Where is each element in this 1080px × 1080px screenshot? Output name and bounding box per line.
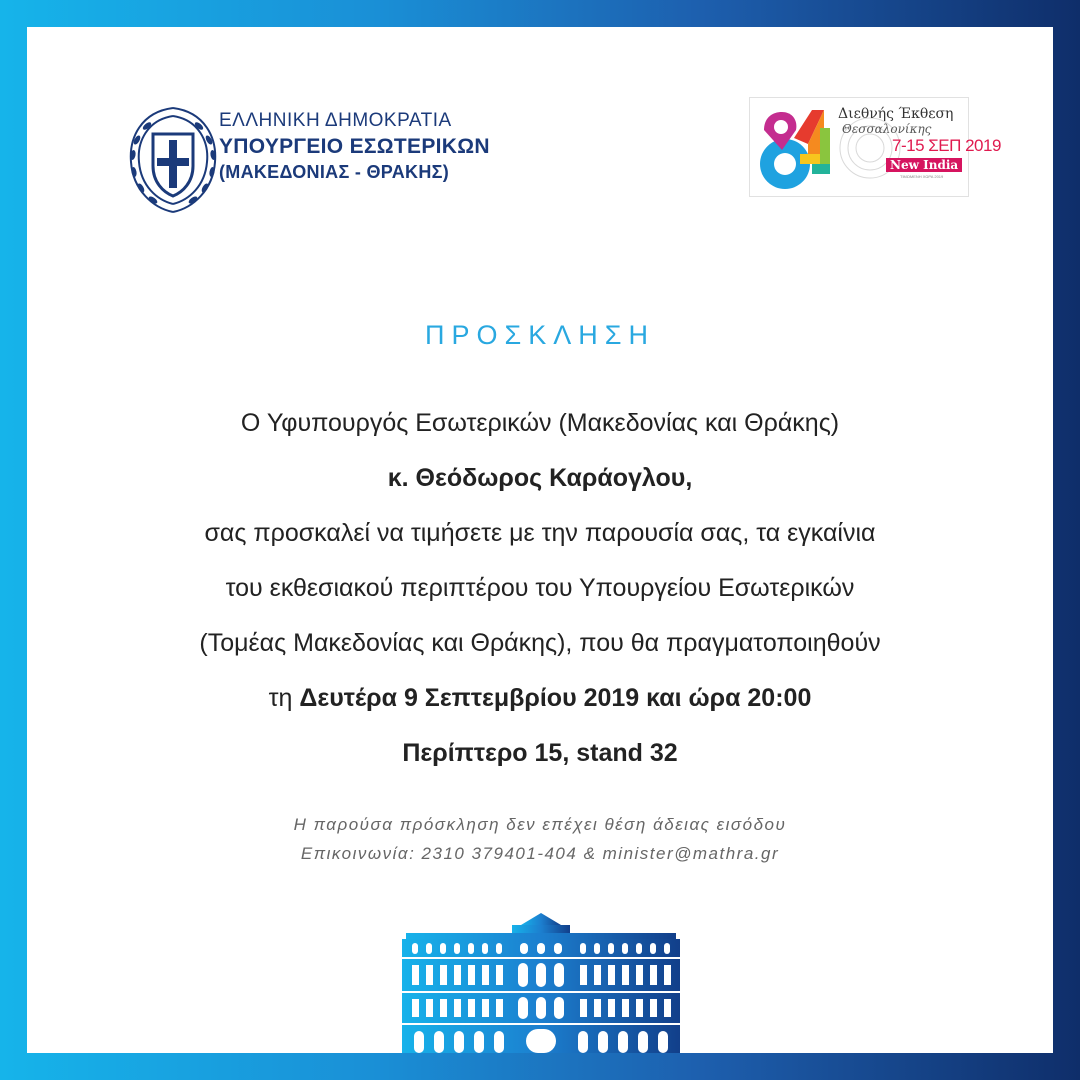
invitation-host-name: κ. Θεόδωρος Καράογλου, bbox=[387, 464, 693, 492]
invitation-date-line bbox=[27, 684, 1053, 713]
footer-note: Η παρούσα πρόσκληση δεν επέχει θέση άδειας εισόδου bbox=[293, 815, 787, 834]
footer-contact: Επικοινωνία: 2310 379401-404 & minister@mathra.gr bbox=[300, 844, 780, 863]
invitation-heading: ΠΡΟΣΚΛΗΣΗ bbox=[425, 320, 655, 350]
fair-dates: 7-15 ΣΕΠ 2019 bbox=[892, 136, 1001, 155]
ministry-header bbox=[219, 110, 490, 183]
fair-subtitle: Θεσσαλονίκης bbox=[842, 122, 932, 136]
fair-logo bbox=[749, 97, 1001, 197]
ministry-building-icon bbox=[402, 907, 680, 1053]
invitation-line-3: σας προσκαλεί να τιμήσετε με την παρουσία σας, τα εγκαίνια bbox=[204, 519, 876, 547]
fair-title: Διεθνής Έκθεση bbox=[838, 106, 954, 122]
greek-emblem-icon bbox=[119, 100, 227, 218]
date-prefix: τη bbox=[268, 684, 300, 712]
invitation-location: Περίπτερο 15, stand 32 bbox=[402, 739, 678, 767]
invitation-line-4: του εκθεσιακού περιπτέρου του Υπουργείου Εσωτερικών bbox=[225, 574, 855, 602]
invitation-line-1: Ο Υφυπουργός Εσωτερικών (Μακεδονίας και Θράκης) bbox=[240, 409, 840, 437]
event-date-time: Δευτέρα 9 Σεπτεμβρίου 2019 και ώρα 20:00 bbox=[299, 684, 812, 712]
ministry-region: (ΜΑΚΕΔΟΝΙΑΣ - ΘΡΑΚΗΣ) bbox=[219, 162, 450, 182]
ministry-name: ΥΠΟΥΡΓΕΙΟ ΕΣΩΤΕΡΙΚΩΝ bbox=[219, 135, 490, 158]
republic-label: ΕΛΛΗΝΙΚΗ ΔΗΜΟΚΡΑΤΙΑ bbox=[219, 110, 452, 131]
fair-tiny-caption: ΤΙΜΩΜΕΝΗ ΧΩΡΑ 2019 bbox=[900, 174, 944, 179]
invitation-line-5: (Τομέας Μακεδονίας και Θράκης), που θα πραγματοποιηθούν bbox=[199, 629, 881, 657]
fair-honoured-country: New India bbox=[886, 158, 962, 172]
invitation-card bbox=[27, 27, 1053, 1053]
